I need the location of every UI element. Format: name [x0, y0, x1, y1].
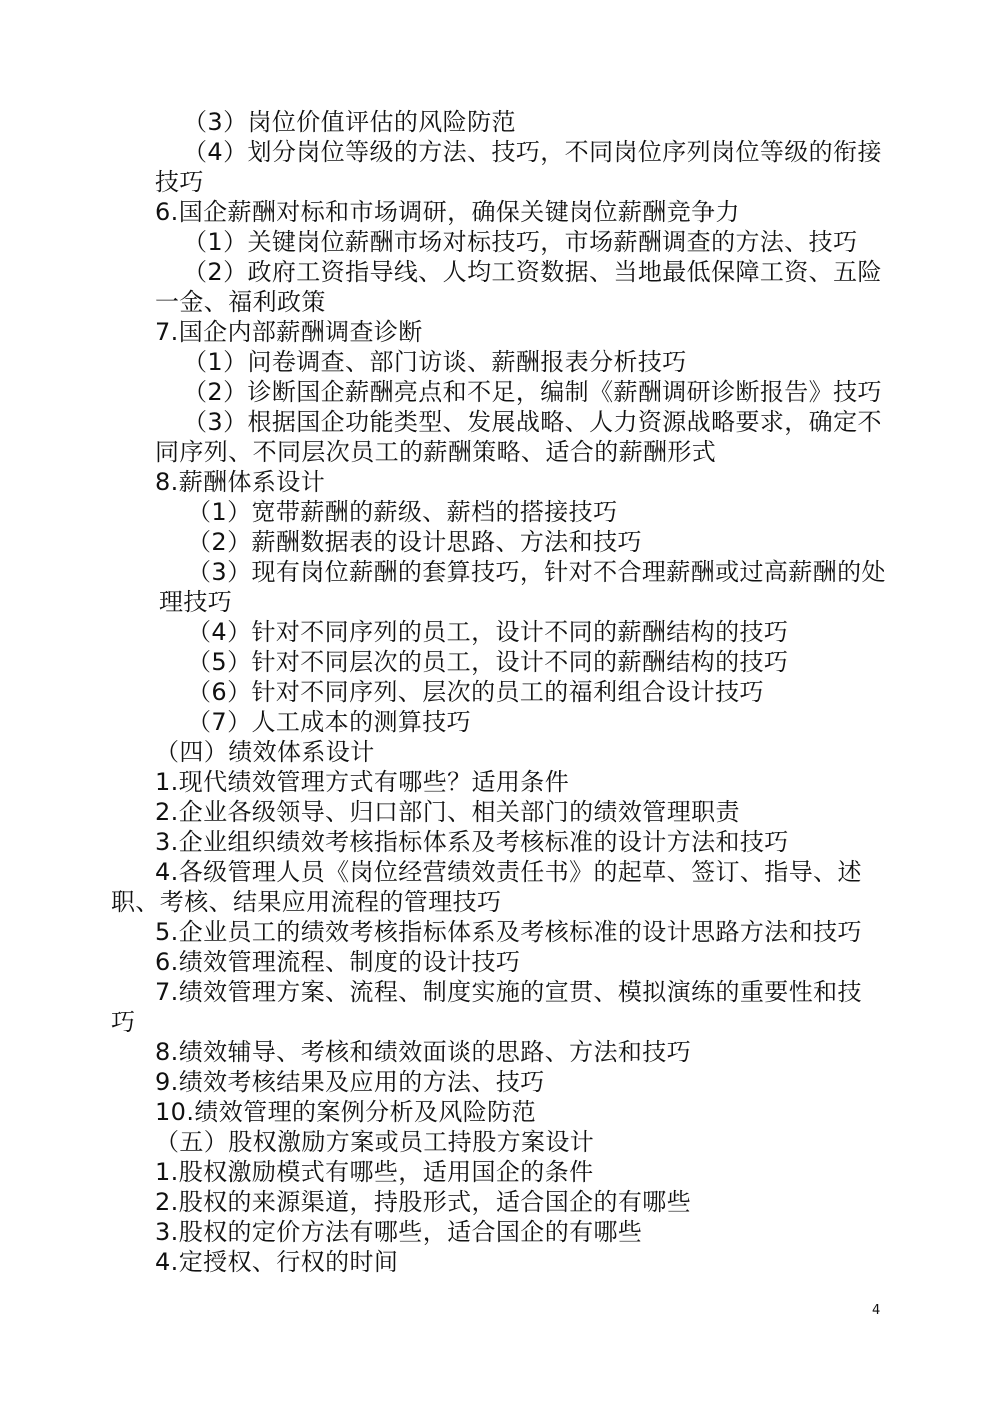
section-heading: 7.国企内部薪酬调查诊断 — [155, 318, 423, 346]
text-line: 2.股权的来源渠道，持股形式，适合国企的有哪些 — [155, 1188, 692, 1216]
text-line: 4.定授权、行权的时间 — [155, 1248, 399, 1276]
text-line: （3）岗位价值评估的风险防范 — [183, 108, 516, 136]
text-line: （1）关键岗位薪酬市场对标技巧，市场薪酬调查的方法、技巧 — [183, 228, 858, 256]
page-number: 4 — [872, 1303, 881, 1318]
text-line: （1）问卷调查、部门访谈、薪酬报表分析技巧 — [183, 348, 687, 376]
text-line: 1.股权激励模式有哪些，适用国企的条件 — [155, 1158, 594, 1186]
section-heading: （五）股权激励方案或员工持股方案设计 — [155, 1128, 595, 1156]
text-line: 9.绩效考核结果及应用的方法、技巧 — [155, 1068, 545, 1096]
text-line: 3.股权的定价方法有哪些，适合国企的有哪些 — [155, 1218, 643, 1246]
text-line: 4.各级管理人员《岗位经营绩效责任书》的起草、签订、指导、述 — [155, 858, 862, 886]
text-line: 6.绩效管理流程、制度的设计技巧 — [155, 948, 521, 976]
text-line: 3.企业组织绩效考核指标体系及考核标准的设计方法和技巧 — [155, 828, 789, 856]
text-line: 理技巧 — [159, 588, 233, 616]
text-line: 2.企业各级领导、归口部门、相关部门的绩效管理职责 — [155, 798, 740, 826]
text-line: （6）针对不同序列、层次的员工的福利组合设计技巧 — [187, 678, 764, 706]
text-line: 8.绩效辅导、考核和绩效面谈的思路、方法和技巧 — [155, 1038, 692, 1066]
text-line: 同序列、不同层次员工的薪酬策略、适合的薪酬形式 — [155, 438, 717, 466]
text-line: （2）薪酬数据表的设计思路、方法和技巧 — [187, 528, 642, 556]
text-line: 职、考核、结果应用流程的管理技巧 — [111, 888, 502, 916]
text-line: （5）针对不同层次的员工，设计不同的薪酬结构的技巧 — [187, 648, 789, 676]
text-line: 巧 — [111, 1008, 136, 1036]
text-line: （2）政府工资指导线、人均工资数据、当地最低保障工资、五险 — [183, 258, 882, 286]
section-heading: （四）绩效体系设计 — [155, 738, 375, 766]
text-line: （7）人工成本的测算技巧 — [187, 708, 472, 736]
text-line: 5.企业员工的绩效考核指标体系及考核标准的设计思路方法和技巧 — [155, 918, 862, 946]
text-line: （3）根据国企功能类型、发展战略、人力资源战略要求，确定不 — [183, 408, 882, 436]
text-line: 7.绩效管理方案、流程、制度实施的宣贯、模拟演练的重要性和技 — [155, 978, 862, 1006]
text-line: （4）划分岗位等级的方法、技巧，不同岗位序列岗位等级的衔接 — [183, 138, 882, 166]
section-heading: 8.薪酬体系设计 — [155, 468, 326, 496]
text-line: 一金、福利政策 — [155, 288, 326, 316]
text-line: （4）针对不同序列的员工，设计不同的薪酬结构的技巧 — [187, 618, 789, 646]
text-line: （1）宽带薪酬的薪级、薪档的搭接技巧 — [187, 498, 618, 526]
text-line: （2）诊断国企薪酬亮点和不足，编制《薪酬调研诊断报告》技巧 — [183, 378, 882, 406]
text-line: （3）现有岗位薪酬的套算技巧，针对不合理薪酬或过高薪酬的处 — [187, 558, 886, 586]
text-line: 10.绩效管理的案例分析及风险防范 — [155, 1098, 536, 1126]
section-heading: 6.国企薪酬对标和市场调研，确保关键岗位薪酬竞争力 — [155, 198, 740, 226]
text-line: 1.现代绩效管理方式有哪些？适用条件 — [155, 768, 570, 796]
text-line: 技巧 — [155, 168, 204, 196]
